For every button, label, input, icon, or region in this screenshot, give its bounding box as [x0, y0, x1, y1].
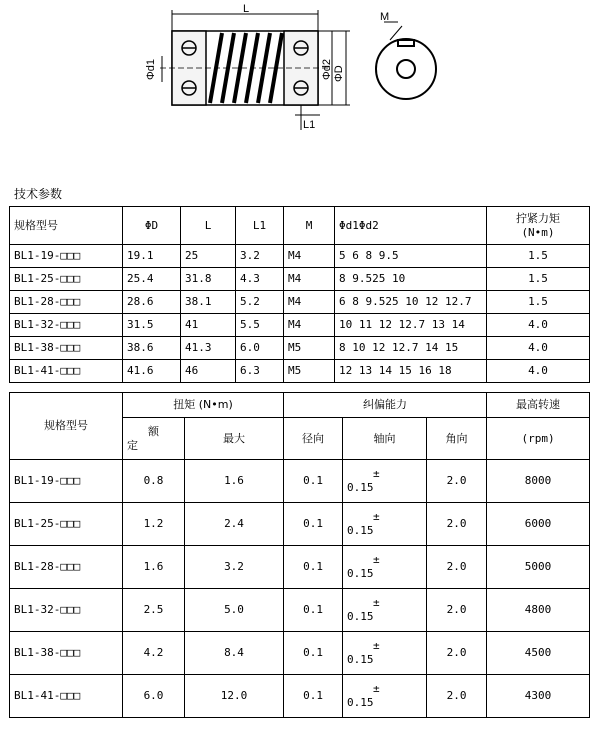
spec-cell: BL1-32-□□□ [10, 314, 123, 337]
spec-row [10, 291, 590, 314]
spec-cell: M5 [284, 360, 335, 383]
perf-cell: 2.4 [185, 503, 284, 546]
axial-plusminus: ± [373, 467, 380, 480]
perf-cell: 0.1 [284, 546, 343, 589]
spec-cell: 19.1 [123, 245, 181, 268]
perf-cell: 5.0 [185, 589, 284, 632]
perf-cell: 4500 [487, 632, 590, 675]
spec-cell: 25.4 [123, 268, 181, 291]
perf-cell: 2.0 [427, 503, 487, 546]
perf-cell: BL1-41-□□□ [10, 675, 123, 718]
spec-header-row [10, 207, 590, 245]
perf-cell: BL1-25-□□□ [10, 503, 123, 546]
spec-row [10, 268, 590, 291]
header-M: M [284, 207, 335, 245]
axial-plusminus: ± [373, 510, 380, 523]
spec-cell: 1.5 [487, 268, 590, 291]
spec-cell: BL1-19-□□□ [10, 245, 123, 268]
perf-row [10, 503, 590, 546]
spec-cell: 38.6 [123, 337, 181, 360]
spec-cell: 5 6 8 9.5 [335, 245, 487, 268]
perf-cell: 12.0 [185, 675, 284, 718]
rated-label-2: 定 [127, 438, 138, 452]
spec-table [9, 206, 590, 383]
perf-cell: 4300 [487, 675, 590, 718]
spec-cell: 5.5 [236, 314, 284, 337]
spec-cell: 46 [181, 360, 236, 383]
perf-row [10, 546, 590, 589]
perf-cell: 8.4 [185, 632, 284, 675]
performance-table [9, 392, 590, 718]
axial-plusminus: ± [373, 639, 380, 652]
header-L1: L1 [236, 207, 284, 245]
spec-cell: M4 [284, 291, 335, 314]
header-model: 规格型号 [10, 207, 123, 245]
perf-cell-axial [343, 675, 427, 718]
spec-cell: 6 8 9.525 10 12 12.7 [335, 291, 487, 314]
axial-value: 0.15 [347, 481, 374, 494]
label-L: L [243, 3, 250, 15]
perf-cell: 0.1 [284, 675, 343, 718]
perf-header-rated [123, 418, 185, 460]
spec-cell: 38.1 [181, 291, 236, 314]
axial-value: 0.15 [347, 524, 374, 537]
perf-cell: 4.2 [123, 632, 185, 675]
perf-header-misalignment: 纠偏能力 [284, 393, 487, 418]
perf-cell-axial [343, 503, 427, 546]
spec-cell: 6.0 [236, 337, 284, 360]
spec-cell: 4.0 [487, 360, 590, 383]
perf-cell: 6.0 [123, 675, 185, 718]
perf-cell: 0.1 [284, 460, 343, 503]
spec-cell: BL1-38-□□□ [10, 337, 123, 360]
end-view [376, 22, 436, 99]
perf-cell: BL1-38-□□□ [10, 632, 123, 675]
perf-cell: 6000 [487, 503, 590, 546]
spec-cell: 1.5 [487, 291, 590, 314]
perf-cell: 3.2 [185, 546, 284, 589]
label-d1: Φd1 [145, 58, 157, 80]
label-M: M [380, 11, 390, 23]
spec-cell: 25 [181, 245, 236, 268]
spec-cell: 8 10 12 12.7 14 15 [335, 337, 487, 360]
perf-cell: 0.1 [284, 503, 343, 546]
header-D: ΦD [123, 207, 181, 245]
spec-cell: 5.2 [236, 291, 284, 314]
section-title: 技术参数 [14, 187, 63, 201]
spec-cell: M4 [284, 314, 335, 337]
perf-header-max: 最大 [185, 418, 284, 460]
perf-cell: 1.2 [123, 503, 185, 546]
coupling-drawing [0, 0, 600, 180]
perf-cell-axial [343, 460, 427, 503]
spec-cell: 1.5 [487, 245, 590, 268]
perf-cell: 1.6 [185, 460, 284, 503]
perf-header-speed-unit: (rpm) [487, 418, 590, 460]
spec-cell: M4 [284, 245, 335, 268]
label-d2: Φd2 [321, 58, 333, 80]
perf-cell: 4800 [487, 589, 590, 632]
axial-value: 0.15 [347, 653, 374, 666]
spec-cell: 28.6 [123, 291, 181, 314]
perf-cell: 2.0 [427, 632, 487, 675]
perf-cell: 5000 [487, 546, 590, 589]
tightening-torque-unit: (N•m) [521, 225, 555, 239]
axial-plusminus: ± [373, 553, 380, 566]
spec-row [10, 337, 590, 360]
perf-row [10, 460, 590, 503]
header-bore: Φd1Φd2 [335, 207, 487, 245]
spec-cell: 41 [181, 314, 236, 337]
spec-cell: 4.0 [487, 337, 590, 360]
perf-cell: BL1-28-□□□ [10, 546, 123, 589]
perf-header-model: 规格型号 [10, 393, 123, 460]
perf-cell-axial [343, 546, 427, 589]
perf-cell: 2.0 [427, 546, 487, 589]
spec-cell: 10 11 12 12.7 13 14 [335, 314, 487, 337]
spec-cell: M5 [284, 337, 335, 360]
perf-cell-axial [343, 632, 427, 675]
spec-cell: 4.0 [487, 314, 590, 337]
spec-cell: BL1-41-□□□ [10, 360, 123, 383]
perf-cell: 1.6 [123, 546, 185, 589]
spec-row [10, 314, 590, 337]
perf-row [10, 675, 590, 718]
perf-cell-axial [343, 589, 427, 632]
perf-header-angular: 角向 [427, 418, 487, 460]
axial-value: 0.15 [347, 610, 374, 623]
axial-plusminus: ± [373, 596, 380, 609]
tightening-torque-label: 拧紧力矩 [516, 211, 560, 225]
axial-value: 0.15 [347, 567, 374, 580]
perf-cell: 0.1 [284, 589, 343, 632]
spec-cell: 41.3 [181, 337, 236, 360]
perf-header-max-speed: 最高转速 [487, 393, 590, 418]
rated-label-1: 额 [148, 424, 159, 438]
perf-header-row-1 [10, 393, 590, 418]
axial-value: 0.15 [347, 696, 374, 709]
perf-cell: 0.8 [123, 460, 185, 503]
perf-cell: 8000 [487, 460, 590, 503]
spec-cell: 12 13 14 15 16 18 [335, 360, 487, 383]
spec-cell: 31.8 [181, 268, 236, 291]
label-L1: L1 [303, 119, 316, 131]
spec-cell: 31.5 [123, 314, 181, 337]
axial-plusminus: ± [373, 682, 380, 695]
perf-cell: BL1-19-□□□ [10, 460, 123, 503]
header-tightening-torque [487, 207, 590, 245]
spec-cell: 41.6 [123, 360, 181, 383]
spec-cell: 3.2 [236, 245, 284, 268]
perf-header-torque: 扭矩 (N•m) [123, 393, 284, 418]
perf-cell: BL1-32-□□□ [10, 589, 123, 632]
perf-cell: 2.0 [427, 589, 487, 632]
perf-row [10, 632, 590, 675]
perf-header-radial: 径向 [284, 418, 343, 460]
perf-row [10, 589, 590, 632]
spec-cell: BL1-28-□□□ [10, 291, 123, 314]
perf-header-axial: 轴向 [343, 418, 427, 460]
spec-cell: 6.3 [236, 360, 284, 383]
spec-cell: 8 9.525 10 [335, 268, 487, 291]
spec-cell: BL1-25-□□□ [10, 268, 123, 291]
spec-row [10, 360, 590, 383]
label-D: ΦD [333, 65, 345, 82]
perf-cell: 2.0 [427, 675, 487, 718]
perf-cell: 2.5 [123, 589, 185, 632]
spec-cell: 4.3 [236, 268, 284, 291]
spec-cell: M4 [284, 268, 335, 291]
spec-row [10, 245, 590, 268]
perf-cell: 0.1 [284, 632, 343, 675]
perf-cell: 2.0 [427, 460, 487, 503]
header-L: L [181, 207, 236, 245]
